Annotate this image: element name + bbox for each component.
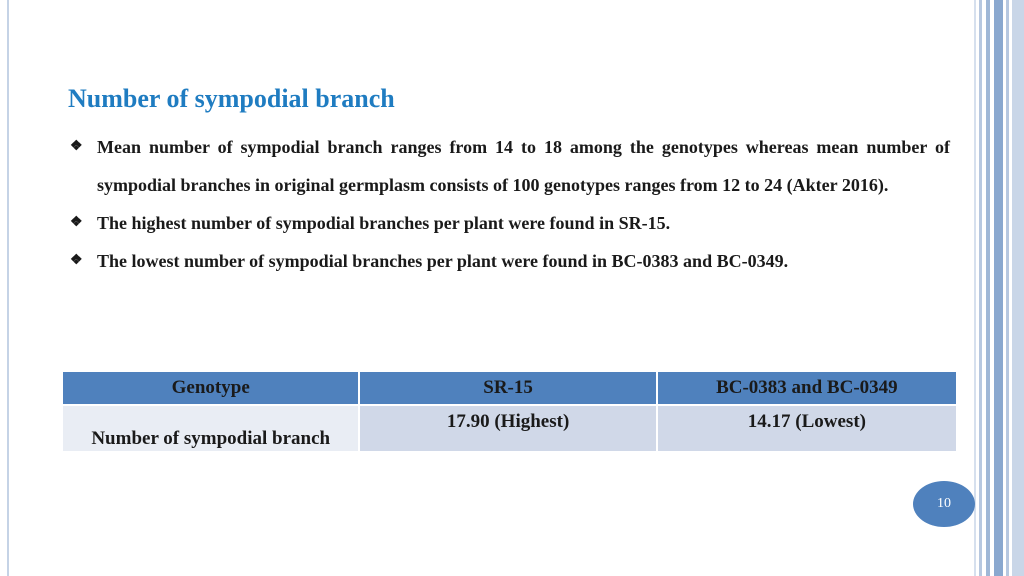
right-decorative-stripes xyxy=(974,0,1024,576)
stripe xyxy=(1006,0,1009,576)
page-number-badge: 10 xyxy=(913,481,975,527)
row-label-cell: Number of sympodial branch xyxy=(62,405,359,452)
bullet-text: The lowest number of sympodial branches per plant were found in BC-0383 and BC-0349. xyxy=(97,251,789,271)
bullet-text: The highest number of sympodial branches per plant were found in SR-15. xyxy=(97,213,671,233)
left-border-rule xyxy=(7,0,9,576)
bullet-item xyxy=(70,204,950,242)
header-cell-sr15: SR-15 xyxy=(359,371,656,405)
genotype-table xyxy=(61,370,958,453)
bullet-item xyxy=(70,128,950,204)
diamond-bullet-icon: ❖ xyxy=(70,139,83,154)
slide-title: Number of sympodial branch xyxy=(68,84,395,113)
bullet-list xyxy=(70,128,950,280)
stripe xyxy=(979,0,982,576)
table-row xyxy=(62,405,957,452)
stripe xyxy=(974,0,976,576)
header-cell-bc-genotypes: BC-0383 and BC-0349 xyxy=(657,371,957,405)
bullet-text: Mean number of sympodial branch ranges from 14 to 18 among the genotypes whereas mean number of sympodial branches in original germplasm consists of 100 genotypes ranges from 12 to 24 (Akter 2016). xyxy=(97,137,950,195)
bullet-item xyxy=(70,242,950,280)
stripe xyxy=(1012,0,1024,576)
diamond-bullet-icon: ❖ xyxy=(70,215,83,230)
header-cell-genotype: Genotype xyxy=(62,371,359,405)
table-header-row xyxy=(62,371,957,405)
stripe xyxy=(994,0,1003,576)
value-cell-lowest: 14.17 (Lowest) xyxy=(657,405,957,452)
diamond-bullet-icon: ❖ xyxy=(70,253,83,268)
value-cell-highest: 17.90 (Highest) xyxy=(359,405,656,452)
stripe xyxy=(986,0,990,576)
